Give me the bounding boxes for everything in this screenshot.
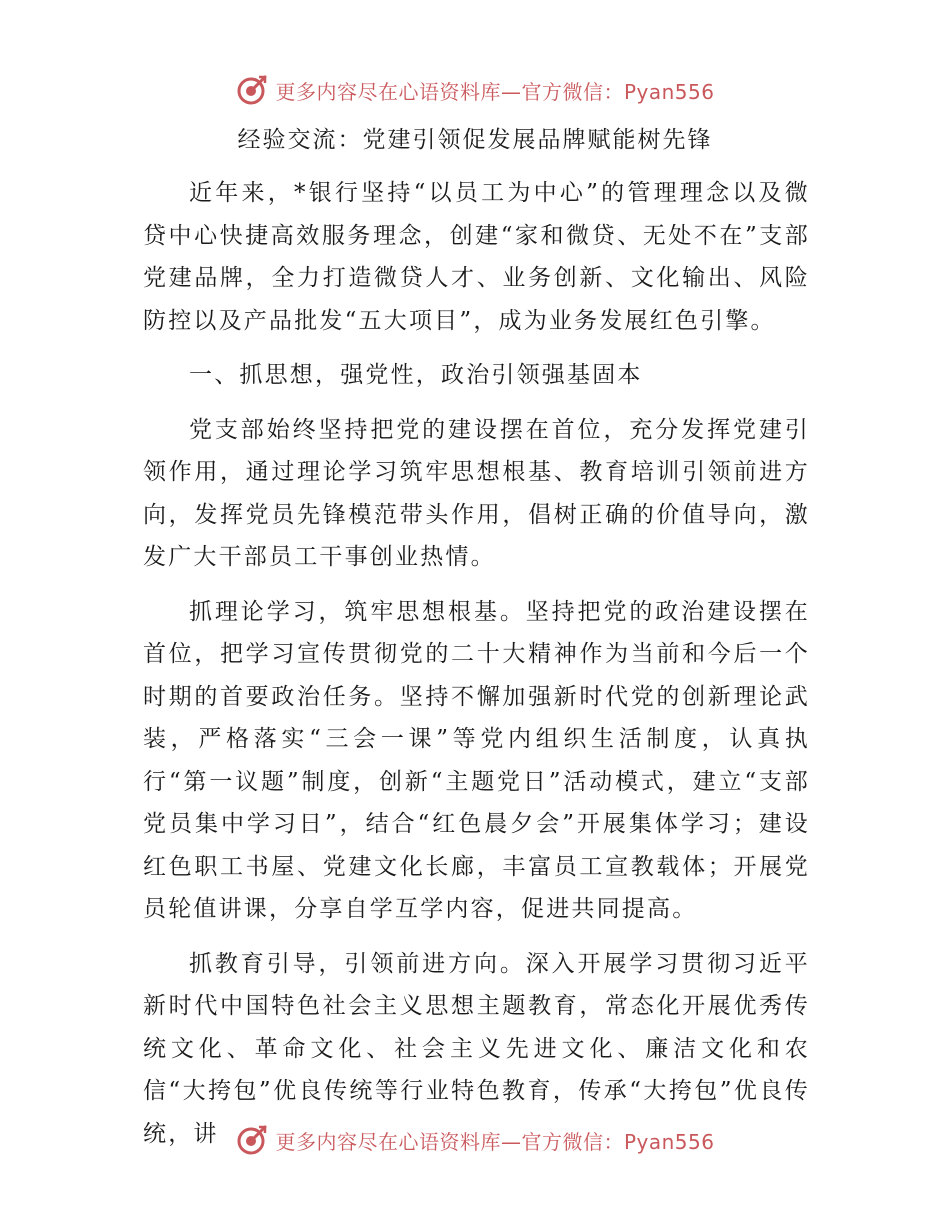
document-title: 经验交流：党建引领促发展品牌赋能树先锋: [237, 127, 713, 153]
paragraph-theory-study: 抓理论学习，筑牢思想根基。坚持把党的政治建设摆在首位，把学习宣传贯彻党的二十大精神作为当前和今后一个时期的首要政治任务。坚持不懈加强新时代党的创新理论武装，严格落实“三会一课”等党内组织生活制度，认真执行“第一议题”制度，创新“主题党日”活动模式，建立“支部党员集中学习日”，结合“红色晨夕会”开展集体学习；建设红色职工书屋、党建文化长廊，丰富员工宣教载体；开展党员轮值讲课，分享自学互学内容，促进共同提高。: [143, 598, 810, 922]
watermark-banner-bottom: [0, 1120, 950, 1160]
pen-logo-icon: [235, 73, 269, 107]
document-body: [143, 172, 810, 1167]
watermark-text: 更多内容尽在心语资料库—官方微信：Pyan556: [275, 1129, 715, 1154]
paragraph-intro: 近年来，*银行坚持“以员工为中心”的管理理念以及微贷中心快捷高效服务理念，创建“家和微贷、无处不在”支部党建品牌，全力打造微贷人才、业务创新、文化输出、风险防控以及产品批发“五大项目”，成为业务发展红色引擎。: [143, 180, 810, 334]
paragraph-education-guidance: 抓教育引导，引领前进方向。深入开展学习贯彻习近平新时代中国特色社会主义思想主题教育，常态化开展优秀传统文化、革命文化、社会主义先进文化、廉洁文化和农信“大挎包”优良传统等行业特色教育，传承“大挎包”优良传统，讲: [143, 950, 810, 1147]
section-heading-1: 一、抓思想，强党性，政治引领强基固本: [189, 362, 643, 388]
paragraph-section-1: 党支部始终坚持把党的建设摆在首位，充分发挥党建引领作用，通过理论学习筑牢思想根基、教育培训引领前进方向，发挥党员先锋模范带头作用，倡树正确的价值导向，激发广大干部员工干事创业热情。: [143, 416, 810, 570]
watermark-text: 更多内容尽在心语资料库—官方微信：Pyan556: [275, 79, 715, 104]
watermark-banner-top: [0, 70, 950, 110]
pen-logo-icon: [235, 1123, 269, 1157]
